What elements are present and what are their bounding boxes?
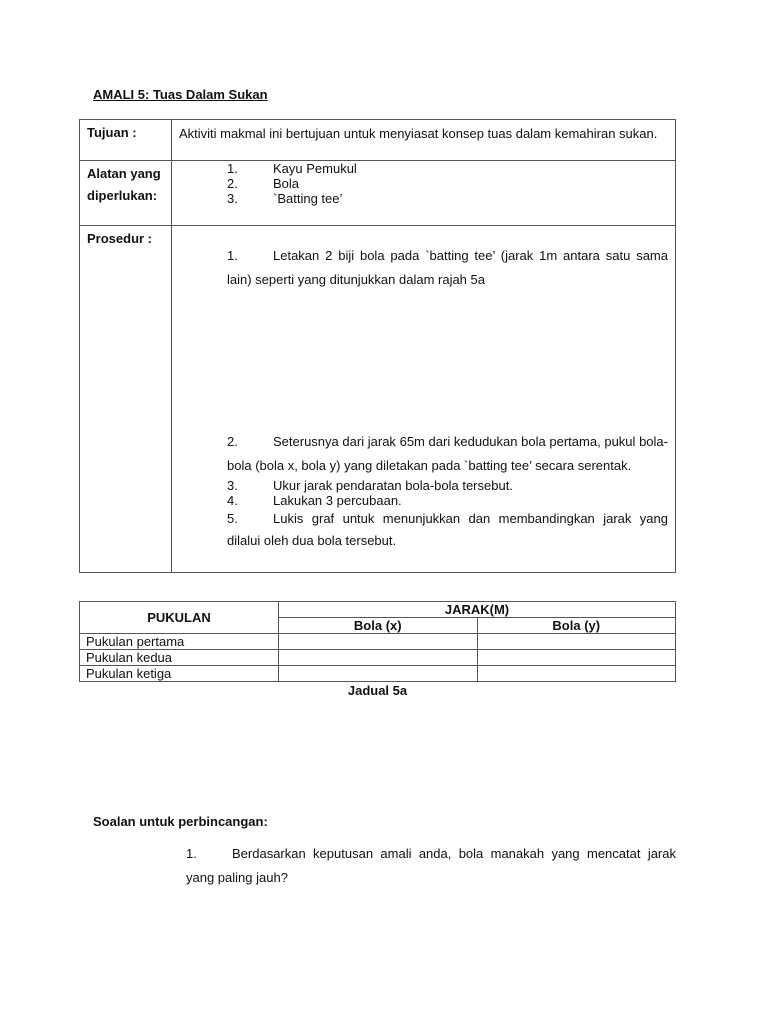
step-number: 3.	[227, 478, 238, 493]
table-caption: Jadual 5a	[347, 683, 408, 698]
cell-bola-y	[477, 634, 676, 650]
question-number: 1.	[186, 846, 197, 861]
step-2	[227, 430, 668, 478]
figure-space	[227, 292, 668, 430]
list-text: Kayu Pemukul	[273, 161, 357, 176]
prosedur-row	[80, 226, 676, 573]
step-number: 2.	[227, 434, 238, 449]
header-bola-x: Bola (x)	[279, 618, 478, 634]
alatan-cell	[172, 161, 676, 226]
header-jarak: JARAK(M)	[279, 602, 676, 618]
tujuan-label: Tujuan :	[80, 120, 172, 161]
tujuan-cell	[172, 120, 676, 161]
tujuan-row	[80, 120, 676, 161]
step-4	[227, 493, 668, 508]
alatan-row	[80, 161, 676, 226]
list-number: 3.	[227, 191, 238, 206]
cell-bola-x	[279, 634, 478, 650]
prosedur-label: Prosedur :	[80, 226, 172, 573]
step-text: Ukur jarak pendaratan bola-bola tersebut.	[273, 478, 513, 493]
step-text: Letakan 2 biji bola pada `batting tee’ (jarak 1m antara satu sama lain) seperti yang ditunjukkan dalam rajah 5a	[227, 248, 668, 287]
alatan-list	[179, 161, 668, 206]
cell-bola-y	[477, 650, 676, 666]
jarak-table	[79, 601, 676, 682]
cell-bola-y	[477, 666, 676, 682]
step-number: 4.	[227, 493, 238, 508]
step-5	[227, 508, 668, 552]
amali-table	[79, 119, 676, 573]
cell-bola-x	[279, 666, 478, 682]
list-item	[179, 161, 668, 176]
step-text: Lakukan 3 percubaan.	[273, 493, 402, 508]
section-heading: Soalan untuk perbincangan:	[93, 814, 268, 829]
header-pukulan: PUKULAN	[80, 602, 279, 634]
table-row	[80, 634, 676, 650]
alatan-label: Alatan yang diperlukan:	[80, 161, 172, 226]
cell-bola-x	[279, 650, 478, 666]
tujuan-text: Aktiviti makmal ini bertujuan untuk menyiasat konsep tuas dalam kemahiran sukan.	[179, 126, 658, 141]
step-text: Seterusnya dari jarak 65m dari kedudukan bola pertama, pukul bola-bola (bola x, bola y) yang diletakan pada `batting tee’ secara serentak.	[227, 434, 668, 473]
table-row	[80, 666, 676, 682]
step-number: 5.	[227, 511, 238, 526]
row-label: Pukulan ketiga	[80, 666, 279, 682]
list-number: 1.	[227, 161, 238, 176]
step-3	[227, 478, 668, 493]
step-number: 1.	[227, 248, 238, 263]
list-text: Bola	[273, 176, 300, 191]
header-bola-y: Bola (y)	[477, 618, 676, 634]
question-1	[186, 842, 676, 890]
question-text: Berdasarkan keputusan amali anda, bola manakah yang mencatat jarak yang paling jauh?	[186, 846, 676, 885]
row-label: Pukulan pertama	[80, 634, 279, 650]
list-item	[179, 191, 668, 206]
list-number: 2.	[227, 176, 238, 191]
page-title: AMALI 5: Tuas Dalam Sukan	[93, 87, 268, 102]
step-text: Lukis graf untuk menunjukkan dan membandingkan jarak yang dilalui oleh dua bola tersebut.	[227, 511, 668, 548]
prosedur-cell	[172, 226, 676, 573]
list-text: `Batting tee’	[273, 191, 343, 206]
row-label: Pukulan kedua	[80, 650, 279, 666]
step-1	[227, 244, 668, 292]
table-row	[80, 650, 676, 666]
header-row	[80, 602, 676, 618]
list-item	[179, 176, 668, 191]
